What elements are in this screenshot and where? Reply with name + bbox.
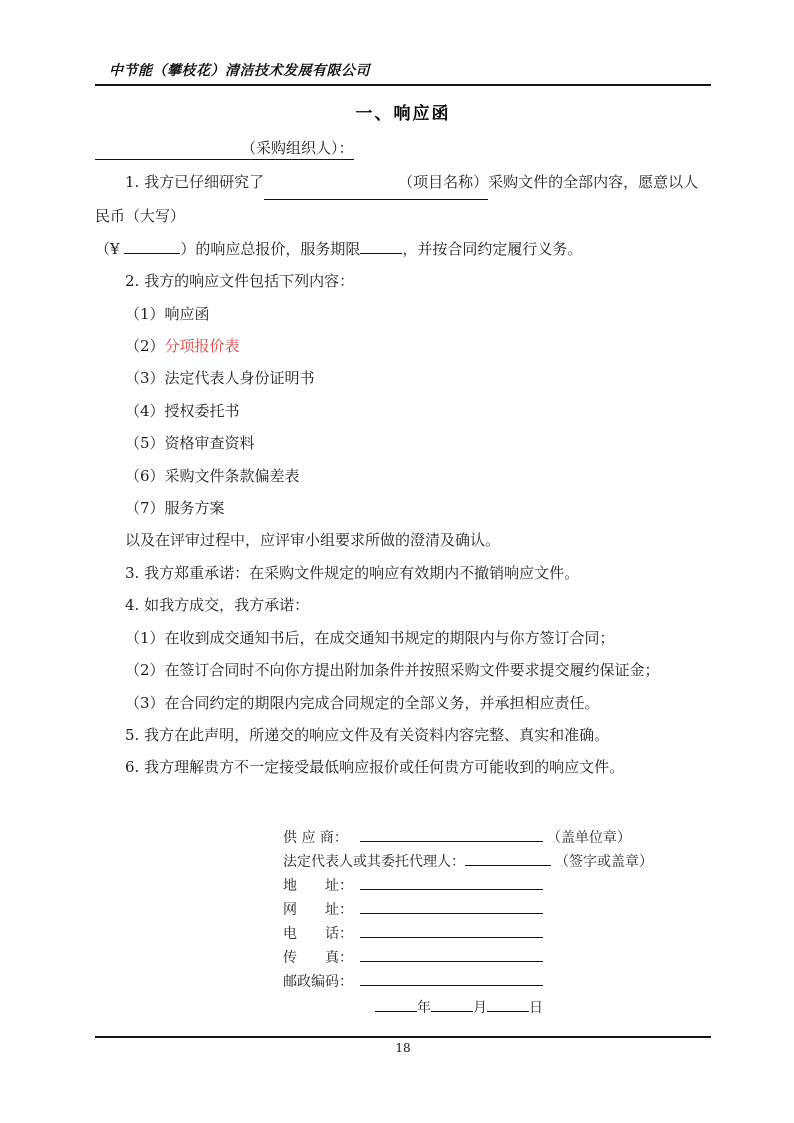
date-line <box>283 996 711 1020</box>
list-item-7 <box>95 492 711 524</box>
para1-text: 采购文件的全部内容，愿意以人民币（大写） <box>95 173 699 226</box>
project-name-underline <box>264 166 488 200</box>
fax-label: 传 真： <box>283 949 353 966</box>
list-item-num: （6） <box>125 466 165 485</box>
year-blank <box>375 1011 417 1012</box>
paragraph-1 <box>95 166 711 265</box>
list-item-6 <box>95 460 711 492</box>
para1-text: ，并按合同约定履行义务。 <box>402 239 583 258</box>
page-footer <box>95 1036 711 1055</box>
addressee-label: （采购组织人）： <box>241 139 354 157</box>
page-title: 一、响应函 <box>355 104 451 124</box>
signature-row-supplier <box>283 826 711 850</box>
supplier-label: 供 应 商： <box>283 829 348 846</box>
para1-text: （¥ <box>95 239 125 258</box>
list-item-num: （1） <box>125 304 165 323</box>
phone-blank <box>360 937 543 938</box>
month-blank <box>431 1011 473 1012</box>
website-blank <box>360 913 543 914</box>
service-term-blank <box>360 253 402 254</box>
signature-row-website <box>283 898 711 922</box>
list-item-num: （2） <box>125 337 165 356</box>
list-item-text: 服务方案 <box>164 499 225 518</box>
address-blank <box>360 889 543 890</box>
list-item-num: （4） <box>125 401 165 420</box>
postcode-label: 邮政编码： <box>283 973 353 990</box>
list-item-3 <box>95 362 711 394</box>
phone-label: 电 话： <box>283 925 353 942</box>
postcode-blank <box>360 985 543 986</box>
paragraph-4: 4. 如我方成交，我方承诺： <box>125 596 310 615</box>
paragraph-5: 5. 我方在此声明，所递交的响应文件及有关资料内容完整、真实和准确。 <box>125 725 610 744</box>
day-blank <box>487 1011 529 1012</box>
representative-blank <box>465 865 551 866</box>
list-item-text: 资格审查资料 <box>164 434 255 453</box>
signature-row-fax <box>283 946 711 970</box>
page-number: 18 <box>395 1041 411 1055</box>
list-item-text: 授权委托书 <box>164 401 240 420</box>
amount-blank <box>124 253 180 254</box>
paragraph-6: 6. 我方理解贵方不一定接受最低响应报价或任何贵方可能收到的响应文件。 <box>125 758 625 777</box>
para1-text: ）的响应总报价，服务期限 <box>180 239 361 258</box>
paragraph-3: 3. 我方郑重承诺：在采购文件规定的响应有效期内不撤销响应文件。 <box>125 563 580 582</box>
list-item-4 <box>95 395 711 427</box>
signature-row-postcode <box>283 970 711 994</box>
list-item-2 <box>95 330 711 362</box>
paragraph-4-item-1: （1）在收到成交通知书后，在成交通知书规定的期限内与你方签订合同； <box>125 628 615 647</box>
list-item-text: 采购文件条款偏差表 <box>164 466 300 485</box>
address-label: 地 址： <box>283 877 353 894</box>
day-label: 日 <box>529 999 543 1016</box>
list-item-text: 法定代表人身份证明书 <box>164 369 315 388</box>
page-header <box>95 60 711 86</box>
paragraph-clarify: 以及在评审过程中，应评审小组要求所做的澄清及确认。 <box>125 531 501 550</box>
project-name-label: （项目名称） <box>398 173 489 191</box>
supplier-blank <box>360 841 543 842</box>
paragraph-4-item-3: （3）在合同约定的期限内完成合同规定的全部义务，并承担相应责任。 <box>125 693 600 712</box>
fax-blank <box>360 961 543 962</box>
para1-text: 1. 我方已仔细研究了 <box>125 173 265 191</box>
addressee-underline <box>95 138 354 160</box>
list-item-text: 响应函 <box>164 304 210 323</box>
paragraph-4-item-2: （2）在签订合同时不向你方提出附加条件并按照采购文件要求提交履约保证金； <box>125 661 660 680</box>
year-label: 年 <box>417 999 431 1016</box>
supplier-seal-note: （盖单位章） <box>547 829 631 846</box>
paragraph-2: 2. 我方的响应文件包括下列内容： <box>125 272 355 291</box>
website-label: 网 址： <box>283 901 353 918</box>
signature-row-phone <box>283 922 711 946</box>
document-body <box>95 96 711 1020</box>
list-item-num: （7） <box>125 499 165 518</box>
list-item-1 <box>95 298 711 330</box>
header-company-name: 中节能（攀枝花）清洁技术发展有限公司 <box>109 63 370 79</box>
salutation-line <box>95 138 711 160</box>
list-item-num: （5） <box>125 434 165 453</box>
representative-label: 法定代表人或其委托代理人： <box>283 853 465 870</box>
representative-seal-note: （签字或盖章） <box>555 853 653 870</box>
month-label: 月 <box>473 999 487 1016</box>
list-item-text-red: 分项报价表 <box>164 337 240 356</box>
list-item-num: （3） <box>125 369 165 388</box>
list-item-5 <box>95 427 711 459</box>
signature-row-address <box>283 874 711 898</box>
signature-row-representative <box>283 850 711 874</box>
signature-block <box>283 826 711 1020</box>
